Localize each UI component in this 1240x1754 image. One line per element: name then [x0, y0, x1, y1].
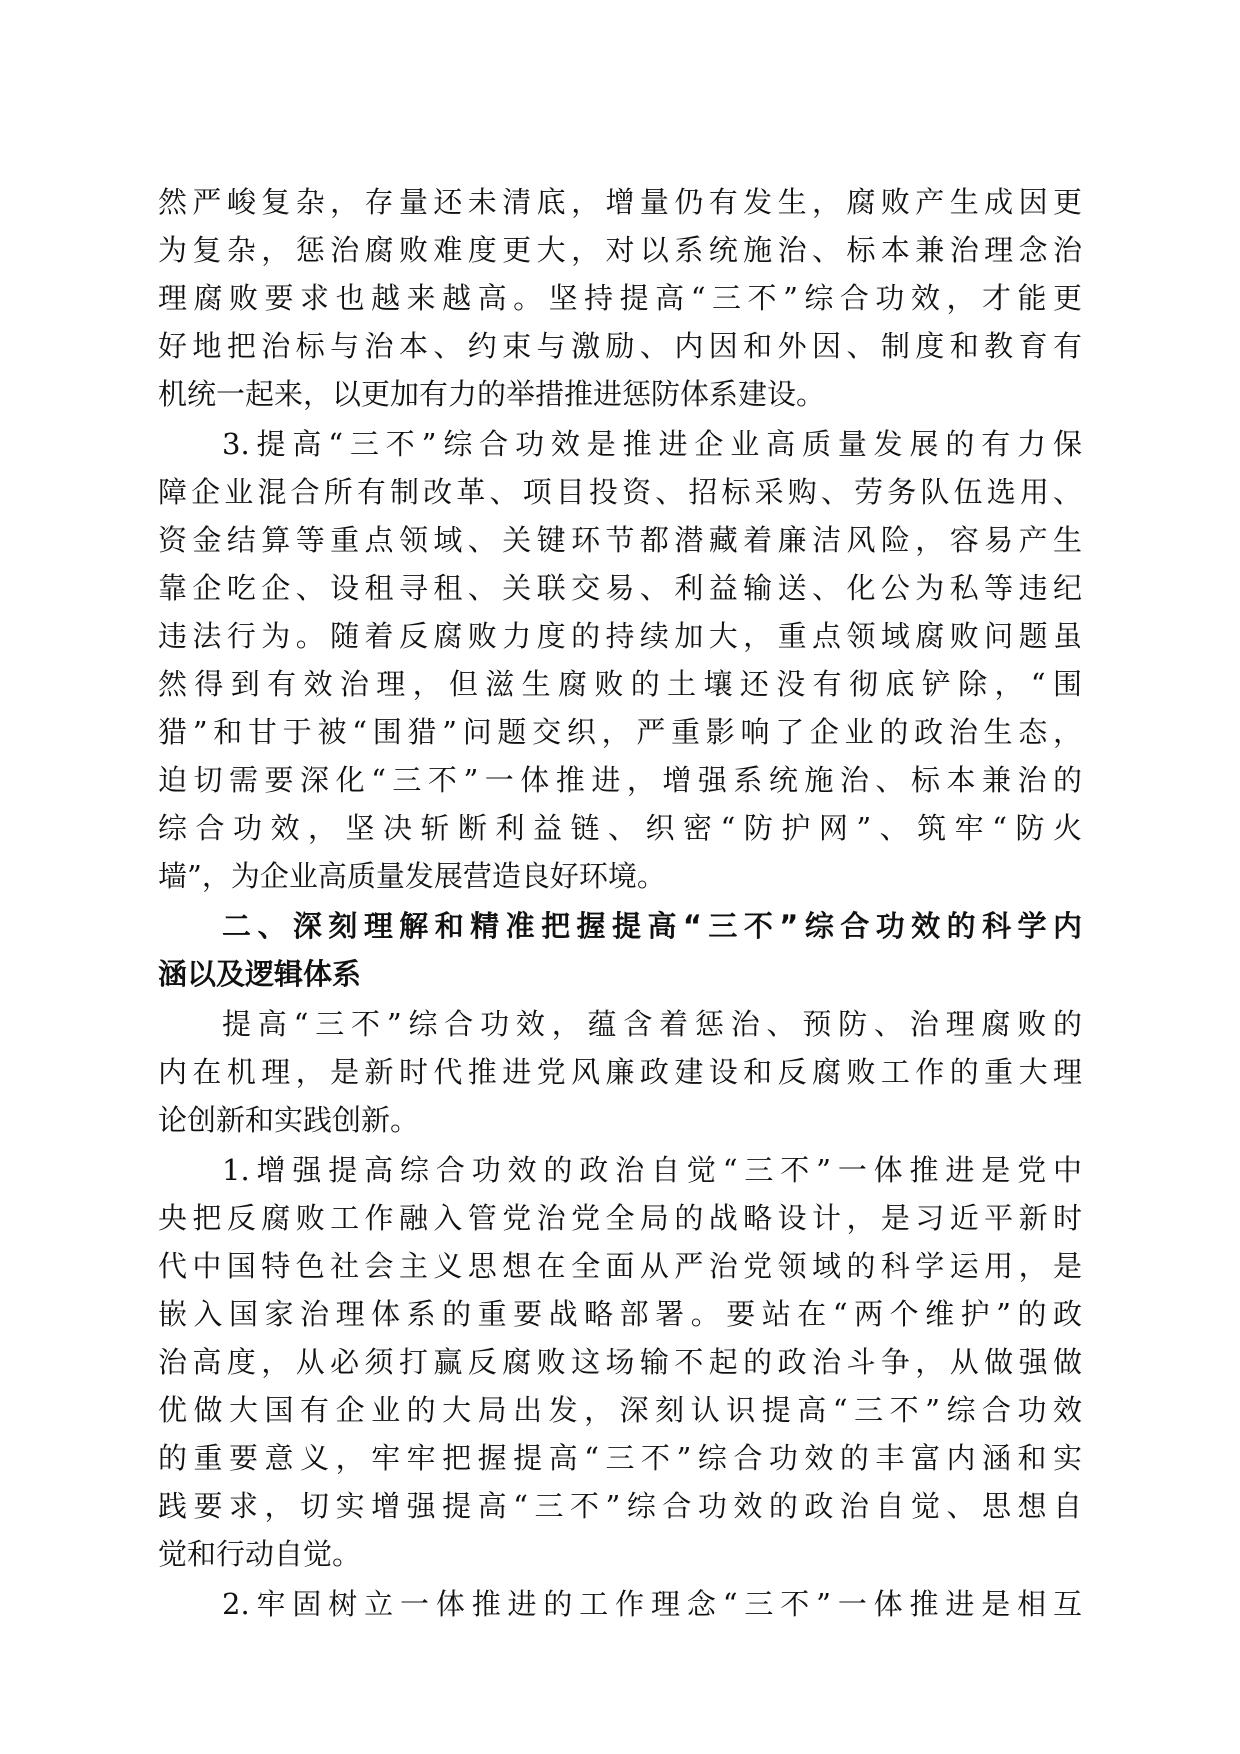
body-text-line: 的重要意义，牢牢把握提高“三不”综合功效的丰富内涵和实 [158, 1441, 1082, 1475]
section-point-2: 2.牢固树立一体推进的工作理念“三不”一体推进是相互 [222, 1587, 1082, 1621]
section-heading-continued: 涵以及逻辑体系 [158, 957, 362, 991]
body-text-line: 机统一起来，以更加有力的举措推进惩防体系建设。 [158, 377, 826, 411]
body-text-line: 嵌入国家治理体系的重要战略部署。要站在“两个维护”的政 [158, 1297, 1082, 1331]
body-text-line: 提高“三不”综合功效，蕴含着惩治、预防、治理腐败的 [222, 1007, 1082, 1041]
body-text-line: 治高度，从必须打赢反腐败这场输不起的政治斗争，从做强做 [158, 1345, 1082, 1379]
body-text-line: 墙”，为企业高质量发展营造良好环境。 [158, 859, 666, 893]
section-heading: 二、深刻理解和精准把握提高“三不”综合功效的科学内 [222, 909, 1082, 943]
body-text-line: 资金结算等重点领域、关键环节都潜藏着廉洁风险，容易产生 [158, 523, 1082, 557]
body-text-line: 障企业混合所有制改革、项目投资、招标采购、劳务队伍选用、 [158, 475, 1082, 509]
section-point-1: 1.增强提高综合功效的政治自觉“三不”一体推进是党中 [222, 1153, 1082, 1187]
body-text-line: 好地把治标与治本、约束与激励、内因和外因、制度和教育有 [158, 329, 1082, 363]
body-text-line: 论创新和实践创新。 [158, 1103, 420, 1137]
section-point-3: 3.提高“三不”综合功效是推进企业高质量发展的有力保 [222, 427, 1082, 461]
body-text-line: 迫切需要深化“三不”一体推进，增强系统施治、标本兼治的 [158, 763, 1082, 797]
body-text-line: 优做大国有企业的大局出发，深刻认识提高“三不”综合功效 [158, 1393, 1082, 1427]
body-text-line: 内在机理，是新时代推进党风廉政建设和反腐败工作的重大理 [158, 1055, 1082, 1089]
body-text-line: 违法行为。随着反腐败力度的持续加大，重点领域腐败问题虽 [158, 619, 1082, 653]
body-text-line: 靠企吃企、设租寻租、关联交易、利益输送、化公为私等违纪 [158, 571, 1082, 605]
body-text-line: 为复杂，惩治腐败难度更大，对以系统施治、标本兼治理念治 [158, 233, 1082, 267]
body-text-line: 觉和行动自觉。 [158, 1537, 362, 1571]
body-text-line: 践要求，切实增强提高“三不”综合功效的政治自觉、思想自 [158, 1489, 1082, 1523]
body-text-line: 然严峻复杂，存量还未清底，增量仍有发生，腐败产生成因更 [158, 185, 1082, 219]
body-text-line: 猎”和甘于被“围猎”问题交织，严重影响了企业的政治生态， [158, 715, 1082, 749]
body-text-line: 然得到有效治理，但滋生腐败的土壤还没有彻底铲除，“围 [158, 667, 1082, 701]
body-text-line: 综合功效，坚决斩断利益链、织密“防护网”、筑牢“防火 [158, 811, 1082, 845]
body-text-line: 代中国特色社会主义思想在全面从严治党领域的科学运用，是 [158, 1249, 1082, 1283]
body-text-line: 央把反腐败工作融入管党治党全局的战略设计，是习近平新时 [158, 1201, 1082, 1235]
body-text-line: 理腐败要求也越来越高。坚持提高“三不”综合功效，才能更 [158, 281, 1082, 315]
